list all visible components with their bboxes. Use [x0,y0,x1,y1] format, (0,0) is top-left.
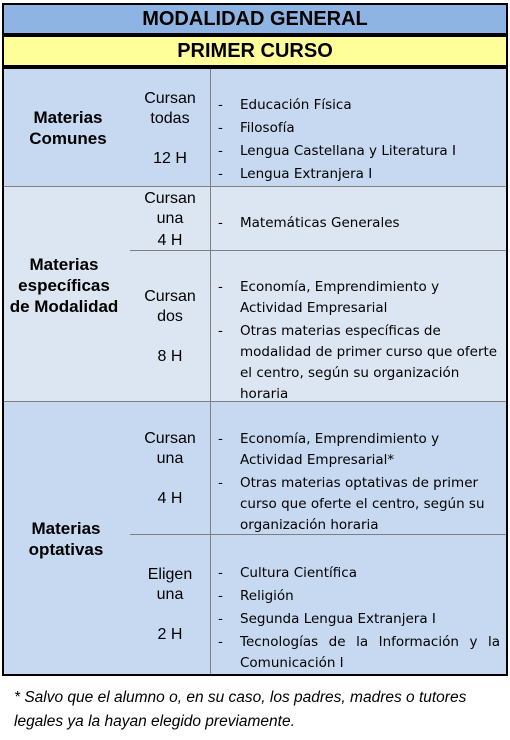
subject-list [218,277,500,407]
dash-bullet: - [218,143,223,159]
dash-bullet: - [218,97,223,113]
subject-name: Educación Física [240,97,352,113]
group-cursan: Eligen una [147,566,193,603]
section-label: Materias específicas de Modalidad [9,255,119,316]
dash-bullet: - [218,323,223,339]
list-item [218,321,500,405]
list-item [218,563,500,584]
list-item [218,586,500,607]
list-item [218,95,500,116]
group-cursan: Cursan dos [144,288,196,325]
subject-name: Otras materias optativas de primer curso que oferte el centro, según su organización horaria [240,475,485,533]
subject-name: Lengua Extranjera I [240,166,373,182]
subjects-table [2,67,508,676]
subject-name: Economía, Emprendimiento y Actividad Empresarial* [240,431,440,468]
list-item [218,141,500,162]
section-label: Materias optativas [28,519,104,559]
list-item [218,213,500,234]
group-cursan: Cursan una [144,190,196,227]
dash-bullet: - [218,431,223,447]
table-subtitle: PRIMER CURSO [2,35,508,67]
group-cursan: Cursan una [144,430,196,467]
list-item [218,118,500,139]
subject-list [218,429,500,538]
list-item [218,429,500,471]
list-item [218,277,500,319]
column-divider [210,69,211,674]
subject-name: Filosofía [240,120,295,136]
group-cursan: Cursan todas [144,90,196,127]
subject-list [218,213,500,236]
table-title: MODALIDAD GENERAL [2,3,508,35]
subject-name: Tecnologías de la Información y la Comunicación I [240,634,500,671]
list-item [218,632,500,674]
dash-bullet: - [218,166,223,182]
group-hours: 4 H [157,232,183,249]
footnote: * Salvo que el alumno o, en su caso, los padres, madres o tutores legales ya la hayan elegido previamente. [14,689,467,730]
list-item [218,473,500,536]
section-label: Materias Comunes [29,108,107,148]
subject-name: Economía, Emprendimiento y Actividad Empresarial [240,279,440,316]
group-hours: 12 H [153,150,187,167]
dash-bullet: - [218,565,223,581]
group-hours: 2 H [157,626,183,643]
dash-bullet: - [218,611,223,627]
group-hours: 8 H [157,348,183,365]
subject-name: Segunda Lengua Extranjera I [240,611,436,627]
subject-name: Otras materias específicas de modalidad de primer curso que oferte el centro, según su organización horaria [240,323,498,402]
list-item [218,609,500,630]
dash-bullet: - [218,215,223,231]
dash-bullet: - [218,634,223,650]
group-hours: 4 H [157,490,183,507]
dash-bullet: - [218,120,223,136]
subject-name: Lengua Castellana y Literatura I [240,143,456,159]
list-item [218,164,500,185]
subject-name: Religión [240,588,294,604]
dash-bullet: - [218,588,223,604]
subject-list [218,95,500,187]
subject-list [218,563,500,676]
subject-name: Cultura Científica [240,565,357,581]
dash-bullet: - [218,475,223,491]
dash-bullet: - [218,279,223,295]
subject-name: Matemáticas Generales [240,215,400,231]
